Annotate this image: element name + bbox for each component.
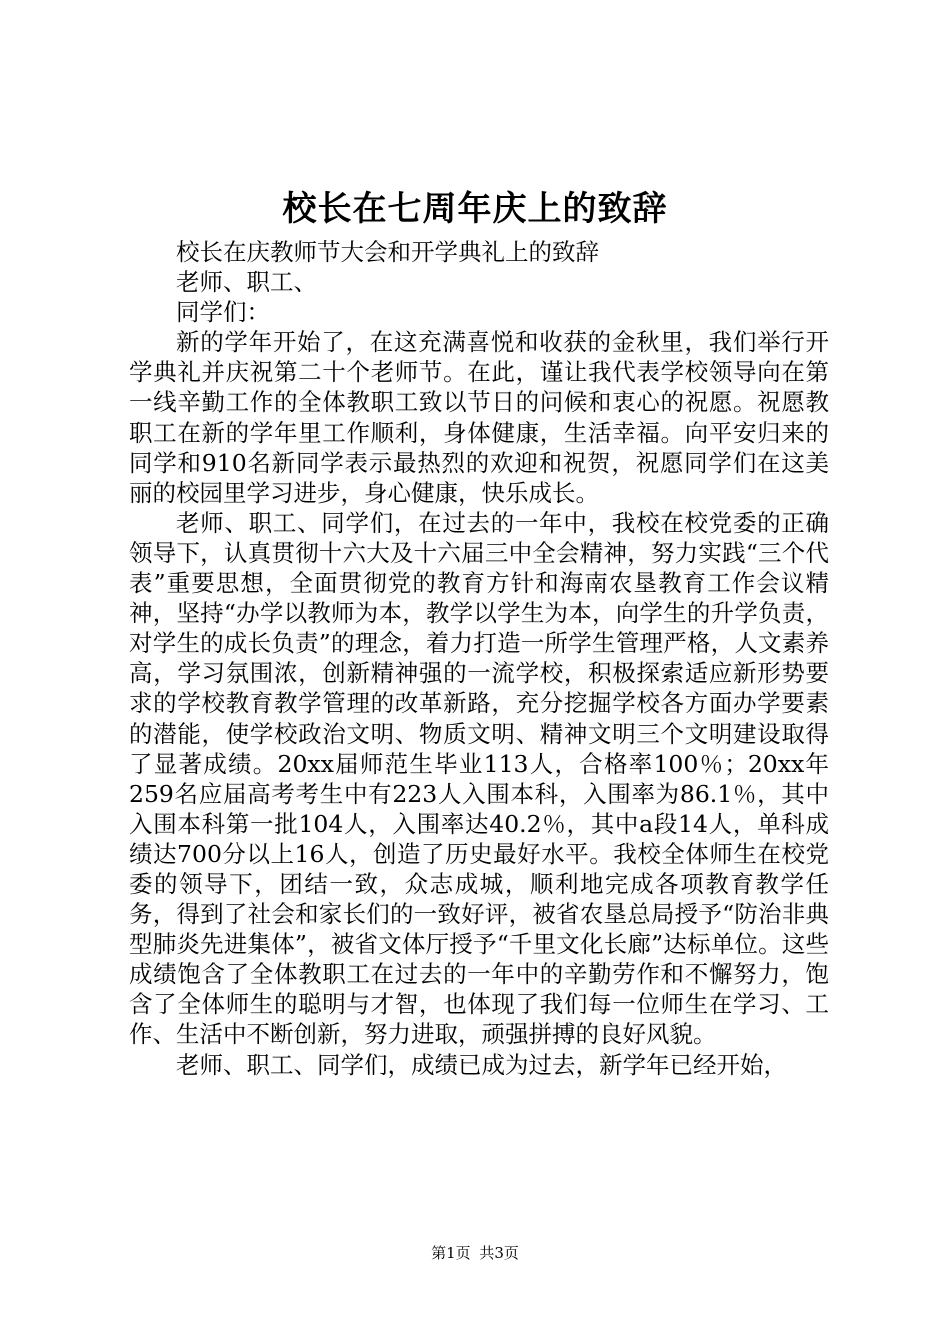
paragraph-subtitle: 校长在庆教师节大会和开学典礼上的致辞 <box>176 238 599 266</box>
paragraph-salutation-1: 老师、职工、 <box>176 268 317 297</box>
paragraph-salutation-2: 同学们： <box>176 298 270 327</box>
page-number: 第1页 <box>431 1244 471 1262</box>
document-body <box>129 237 829 1080</box>
page-total: 共3页 <box>479 1244 519 1262</box>
paragraph-closing: 老师、职工、同学们，成绩已成为过去，新学年已经开始， <box>176 1050 787 1079</box>
paragraph-opening: 新的学年开始了，在这充满喜悦和收获的金秋里，我们举行开学典礼并庆祝第二十个老师节。在此，谨让我代表学校领导向在第一线辛勤工作的全体教职工致以节日的问候和衷心的祝愿。祝愿教职工在新的学年里工作顺利，身体健康，生活幸福。向平安归来的同学和910名新同学表示最热烈的欢迎和祝贺，祝愿同学们在这美丽的校园里学习进步，身心健康，快乐成长。 <box>129 328 829 507</box>
document-title: 校长在七周年庆上的致辞 <box>282 189 668 229</box>
paragraph-achievements: 老师、职工、同学们，在过去的一年中，我校在校党委的正确领导下，认真贯彻十六大及十六届三中全会精神，努力实践“三个代表”重要思想，全面贯彻党的教育方针和海南农垦教育工作会议精神，坚持“办学以教师为本，教学以学生为本，向学生的升学负责，对学生的成长负责”的理念，着力打造一所学生管理严格，人文素养高，学习氛围浓，创新精神强的一流学校，积极探索适应新形势要求的学校教育教学管理的改革新路，充分挖掘学校各方面办学要素的潜能，使学校政治文明、物质文明、精神文明三个文明建设取得了显著成绩。20xx届师范生毕业113人，合格率100％；20xx年259名应届高考考生中有223人入围本科，入围率为86.1％，其中入围本科第一批104人，入围率达40.2％，其中a段14人，单科成绩达700分以上16人，创造了历史最好水平。我校全体师生在校党委的领导下，团结一致，众志成城，顺利地完成各项教育教学任务，得到了社会和家长们的一致好评，被省农垦总局授予“防治非典型肺炎先进集体”，被省文体厅授予“千里文化长廊”达标单位。这些成绩饱含了全体教职工在过去的一年中的辛勤劳作和不懈努力，饱含了全体师生的聪明与才智，也体现了我们每一位师生在学习、工作、生活中不断创新，努力进取，顽强拼搏的良好风貌。 <box>129 508 829 1049</box>
page-footer <box>0 1241 950 1265</box>
